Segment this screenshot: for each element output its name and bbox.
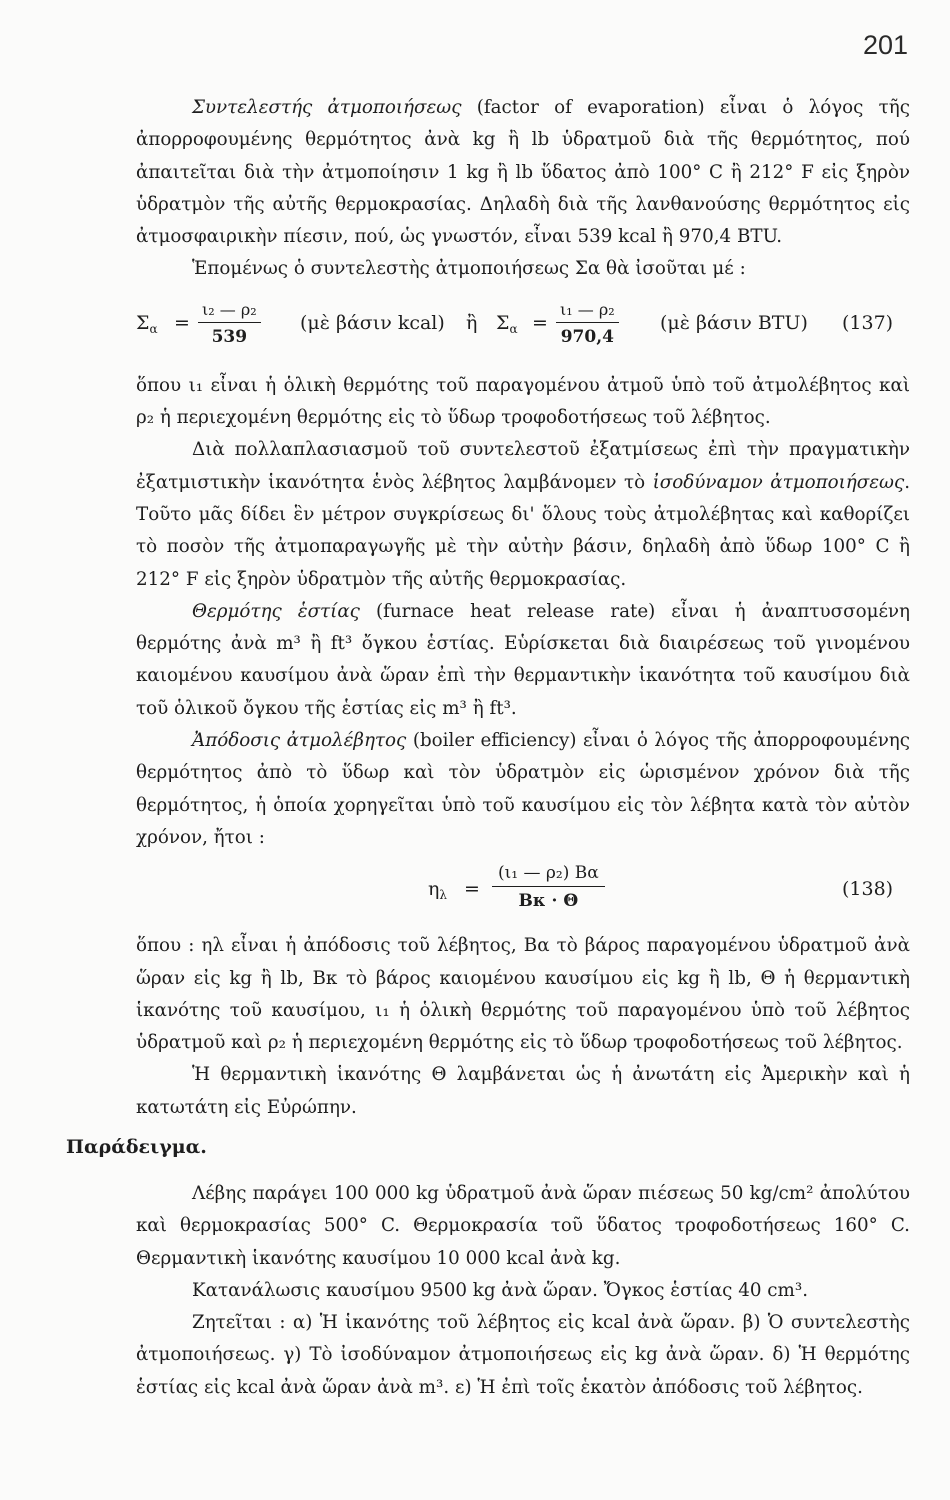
fraction-numerator: ι₂ — ρ₂ bbox=[198, 298, 261, 323]
fraction-denominator: 539 bbox=[211, 326, 248, 347]
paragraph-where: ὅπου ι₁ εἶναι ἡ ὁλικὴ θερμότης τοῦ παραγομένου ἀτμοῦ ὑπὸ τοῦ ἀτμολέβητος καὶ ρ₂ ἡ περιεχομένη θερμότης εἰς τὸ ὕδωρ τροφοδοτήσεως τοῦ λέβητος. bbox=[136, 374, 910, 429]
paragraph-furnace-heat: Θερμότης ἑστίας (furnace heat release rate) εἶναι ἡ ἀναπτυσσομένη θερμότης ἀνὰ m³ ἢ ft³ ὄγκου ἑστίας. Εὑρίσκεται διὰ διαιρέσεως τοῦ γινομένου καιομένου καυσίμου ἀνὰ ὥραν ἐπὶ τὴν θερμαντικὴν ἱκανότητα τοῦ καυσίμου διὰ τοῦ ὁλικοῦ ὄγκου τῆς ἑστίας εἰς m³ ἢ ft³. bbox=[136, 600, 911, 719]
eq-or: ἢ bbox=[466, 311, 478, 334]
example-title: Παράδειγμα. bbox=[66, 1136, 207, 1158]
eq-lhs-2: $\Sigma_\alpha$ bbox=[496, 311, 518, 336]
paragraph-therefore: Ἑπομένως ὁ συντελεστὴς ἀτμοποιήσεως Σα θὰ ἰσοῦται μέ : bbox=[192, 258, 746, 280]
paragraph-equivalent-evaporation: Διὰ πολλαπλασιασμοῦ τοῦ συντελεστοῦ ἐξατμίσεως ἐπὶ τὴν πραγματικὴν ἐξατμιστικὴν ἱκανότητα ἑνὸς λέβητος λαμβάνομεν τὸ ἰσοδύναμον ἀτμοποιήσεως. Τοῦτο μᾶς δίδει ἓν μέτρον συγκρίσεως δι' ὅλους τοὺς ἀτμολέβητας καὶ καθορίζει τὸ ποσὸν τῆς ἀτμοπαραγωγῆς μὲ τὴν αὐτὴν βάσιν, δηλαδὴ ἀπὸ ὕδωρ 100° C ἢ 212° F εἰς ξηρὸν ὑδρατμὸν τῆς αὐτῆς θερμοκρασίας. bbox=[136, 439, 910, 590]
eq-equals: = bbox=[464, 878, 480, 901]
eq-equals-2: = bbox=[532, 311, 548, 334]
example-paragraph-1: Λέβης παράγει 100 000 kg ὑδρατμοῦ ἀνὰ ὥραν πιέσεως 50 kg/cm² ἀπολύτου καὶ θερμοκρασίας 500° C. Θερμοκρασία τοῦ ὕδατος τροφοδοτήσεως 160° C. Θερμαντικὴ ἱκανότης καυσίμου 10 000 kcal ἀνὰ kg. bbox=[136, 1183, 910, 1269]
page-number: 201 bbox=[862, 30, 908, 60]
example-section bbox=[136, 1178, 910, 1404]
term-equivalent-evaporation: ἰσοδύναμον ἀτμοποιήσεως bbox=[652, 471, 905, 493]
example-paragraph-2: Κατανάλωσις καυσίμου 9500 kg ἀνὰ ὥραν. Ὄγκος ἑστίας 40 cm³. bbox=[192, 1279, 809, 1301]
term-boiler-efficiency: Ἀπόδοσις ἀτμολέβητος bbox=[192, 730, 407, 752]
equation-number: (137) bbox=[842, 311, 894, 334]
fraction-btu bbox=[556, 298, 619, 351]
paragraph-where-2: ὅπου : ηλ εἶναι ἡ ἀπόδοσις τοῦ λέβητος, Bα τὸ βάρος παραγομένου ὑδρατμοῦ ἀνὰ ὥραν εἰς kg ἢ lb, Bκ τὸ βάρος καιομένου καυσίμου εἰς kg ἢ lb, Θ ἡ θερμαντικὴ ἱκανότης τοῦ καυσίμου, ι₁ ἡ ὁλικὴ θερμότης τοῦ παραγομένου ὑπὸ τοῦ λέβητος ὑδρατμοῦ καὶ ρ₂ ἡ περιεχομένη θερμότης εἰς τὸ ὕδωρ τροφοδοτήσεως τοῦ λέβητος. bbox=[136, 935, 910, 1054]
main-text bbox=[136, 92, 910, 1124]
paragraph-text: (factor of evaporation) εἶναι ὁ λόγος τῆς ἀπορροφουμένης θερμότητος ἀνὰ kg ἢ lb ὑδρατμοῦ διὰ τῆς θερμότητος, πού ἀπαιτεῖται διὰ τὴν ἀτμοποίησιν 1 kg ἢ lb ὕδατος ἀπὸ 100° C ἢ 212° F εἰς ξηρὸν ὑδρατμὸν τῆς αὐτῆς θερμοκρασίας. Δηλαδὴ διὰ τῆς λανθανούσης θερμότητος εἰς ἀτμοσφαιρικὴν πίεσιν, πού, ὡς γνωστόν, εἶναι 539 kcal ἢ 970,4 BTU. bbox=[136, 97, 910, 248]
eq-lhs: $\Sigma_\alpha$ bbox=[136, 311, 158, 336]
eq-equals: = bbox=[174, 311, 190, 334]
paragraph-boiler-efficiency: Ἀπόδοσις ἀτμολέβητος (boiler efficiency) εἶναι ὁ λόγος τῆς ἀπορροφουμένης θερμότητος ἀπὸ τὸ ὕδωρ καὶ τὸν ὑδρατμὸν εἰς ὡρισμένον χρόνον διὰ τῆς θερμότητος, ἡ ὁποία χορηγεῖται ὑπὸ τοῦ καυσίμου εἰς τὸν λέβητα κατὰ τὸν αὐτὸν χρόνον, ἤτοι : bbox=[136, 730, 910, 848]
paragraph-heating-value: Ἡ θερμαντικὴ ἱκανότης Θ λαμβάνεται ὡς ἡ ἀνωτάτη εἰς Ἀμερικὴν καὶ ἡ κατωτάτη εἰς Εὐρώπην. bbox=[136, 1064, 910, 1118]
eq-note-btu: (μὲ βάσιν BTU) bbox=[660, 311, 808, 334]
paragraph-evaporation-factor bbox=[136, 92, 910, 253]
eq-note-kcal: (μὲ βάσιν kcal) bbox=[300, 311, 445, 334]
fraction-efficiency bbox=[492, 860, 605, 915]
fraction-denominator: Bκ · Θ bbox=[518, 891, 579, 912]
equation-number: (138) bbox=[842, 878, 894, 901]
fraction-numerator: (ι₁ — ρ₂) Bα bbox=[492, 860, 605, 887]
fraction-denominator: 970,4 bbox=[560, 326, 614, 347]
fraction-numerator: ι₁ — ρ₂ bbox=[556, 298, 619, 323]
term-furnace-heat: Θερμότης ἑστίας bbox=[192, 600, 360, 622]
term-evaporation-factor: Συντελεστής ἀτμοποιήσεως bbox=[192, 97, 462, 118]
equation-138 bbox=[136, 860, 910, 926]
example-paragraph-3: Ζητεῖται : α) Ἡ ἱκανότης τοῦ λέβητος εἰς kcal ἀνὰ ὥραν. β) Ὁ συντελεστὴς ἀτμοποιήσεως. γ) Τὸ ἰσοδύναμον ἀτμοποιήσεως εἰς kg ἀνὰ ὥραν. δ) Ἡ θερμότης ἑστίας εἰς kcal ἀνὰ ὥραν ἀνὰ m³. ε) Ἡ ἐπὶ τοῖς ἑκατὸν ἀπόδοσις τοῦ λέβητος. bbox=[136, 1312, 910, 1398]
eq-lhs: $\eta_\lambda$ bbox=[428, 878, 447, 903]
fraction-kcal bbox=[198, 298, 261, 351]
equation-137 bbox=[136, 298, 910, 362]
